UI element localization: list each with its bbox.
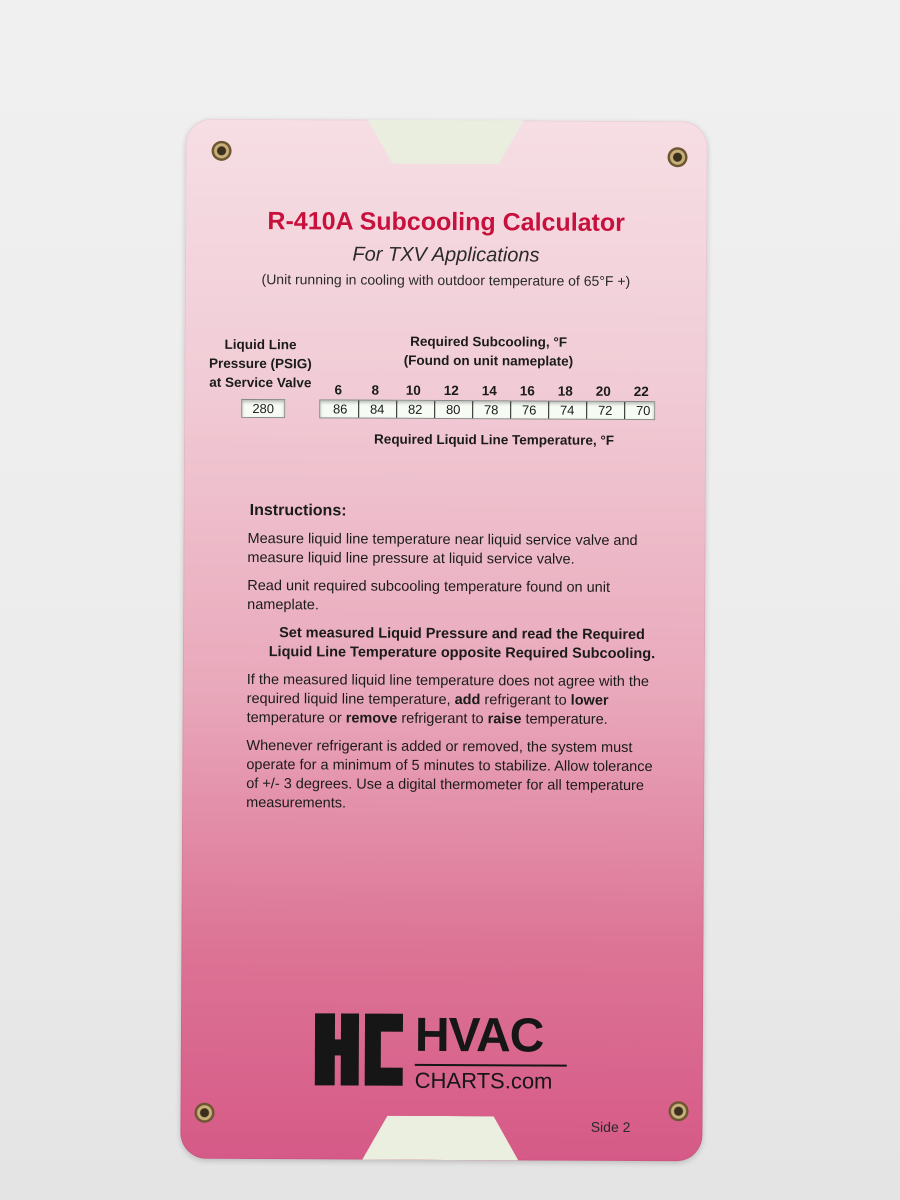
logo-rule [415, 1064, 567, 1067]
psig-window[interactable] [241, 399, 285, 418]
instruction-step: Whenever refrigerant is added or removed, the system must operate for a minimum of 5 minutes to stabilize. Allow tolerance of +/- 3 degrees. Use a digital thermometer for all temperature measurements. [246, 737, 653, 812]
subcooling-value: 22 [633, 383, 649, 400]
subcooling-calculator-card [180, 119, 707, 1162]
logo-charts-text: CHARTS.com [414, 1067, 553, 1094]
temperature-value: 80 [445, 402, 461, 418]
divider [624, 402, 625, 419]
card-note: (Unit running in cooling with outdoor temperature of 65°F +) [261, 271, 631, 289]
temperature-value: 86 [332, 401, 348, 417]
divider [548, 402, 549, 419]
temperature-value: 74 [559, 402, 575, 418]
instructions-heading: Instructions: [249, 501, 347, 520]
temperature-value: 84 [369, 401, 385, 417]
instruction-step: If the measured liquid line temperature does not agree with the required liquid line temperature, add refrigerant to lower temperature or remove refrigerant to raise temperature. [246, 671, 650, 728]
temperature-label: Required Liquid Line Temperature, °F [374, 431, 615, 448]
divider [586, 402, 587, 419]
top-slide-notch[interactable] [367, 120, 523, 165]
subcooling-value: 14 [481, 383, 497, 399]
divider [434, 401, 435, 418]
subcooling-value: 8 [371, 382, 380, 398]
side-label: Side 2 [590, 1118, 631, 1135]
subcooling-value: 12 [443, 382, 459, 399]
rivet-icon [212, 141, 232, 161]
rivet-icon [667, 147, 687, 167]
logo-hvac-text: HVAC [414, 1008, 544, 1063]
subcooling-value: 18 [557, 383, 573, 399]
subcooling-value: 10 [405, 382, 421, 398]
divider [510, 401, 511, 418]
divider [358, 401, 359, 418]
subcooling-label: Required Subcooling, °F (Found on unit nameplate) [403, 333, 574, 369]
subcooling-value: 20 [595, 383, 611, 399]
divider [396, 401, 397, 418]
pressure-label: Liquid Line Pressure (PSIG) at Service Valve [209, 336, 312, 391]
bottom-slide-notch[interactable] [362, 1116, 518, 1161]
instructions [246, 501, 668, 824]
temperature-value: 72 [597, 402, 613, 418]
temperature-value: 70 [635, 403, 651, 419]
card-subtitle: For TXV Applications [352, 243, 540, 267]
psig-value: 280 [252, 400, 275, 417]
rivet-icon [668, 1101, 688, 1121]
instruction-step: Measure liquid line temperature near liquid service valve and measure liquid line pressure at liquid service valve. [247, 530, 638, 568]
hc-logo-icon [315, 1009, 405, 1089]
temperature-value: 82 [407, 401, 423, 417]
rivet-icon [194, 1103, 214, 1123]
temperature-value: 78 [483, 402, 499, 418]
temperature-value: 76 [521, 402, 537, 418]
card-title: R-410A Subcooling Calculator [267, 207, 625, 237]
divider [472, 401, 473, 418]
temperature-window[interactable] [319, 399, 655, 420]
instruction-step: Read unit required subcooling temperature found on unit nameplate. [247, 577, 611, 614]
hvac-charts-logo [315, 1009, 575, 1094]
subcooling-value: 16 [519, 383, 535, 399]
subcooling-value: 6 [334, 382, 343, 398]
instruction-step-emphasis: Set measured Liquid Pressure and read the Required Liquid Line Temperature opposite Required Subcooling. [268, 625, 656, 663]
